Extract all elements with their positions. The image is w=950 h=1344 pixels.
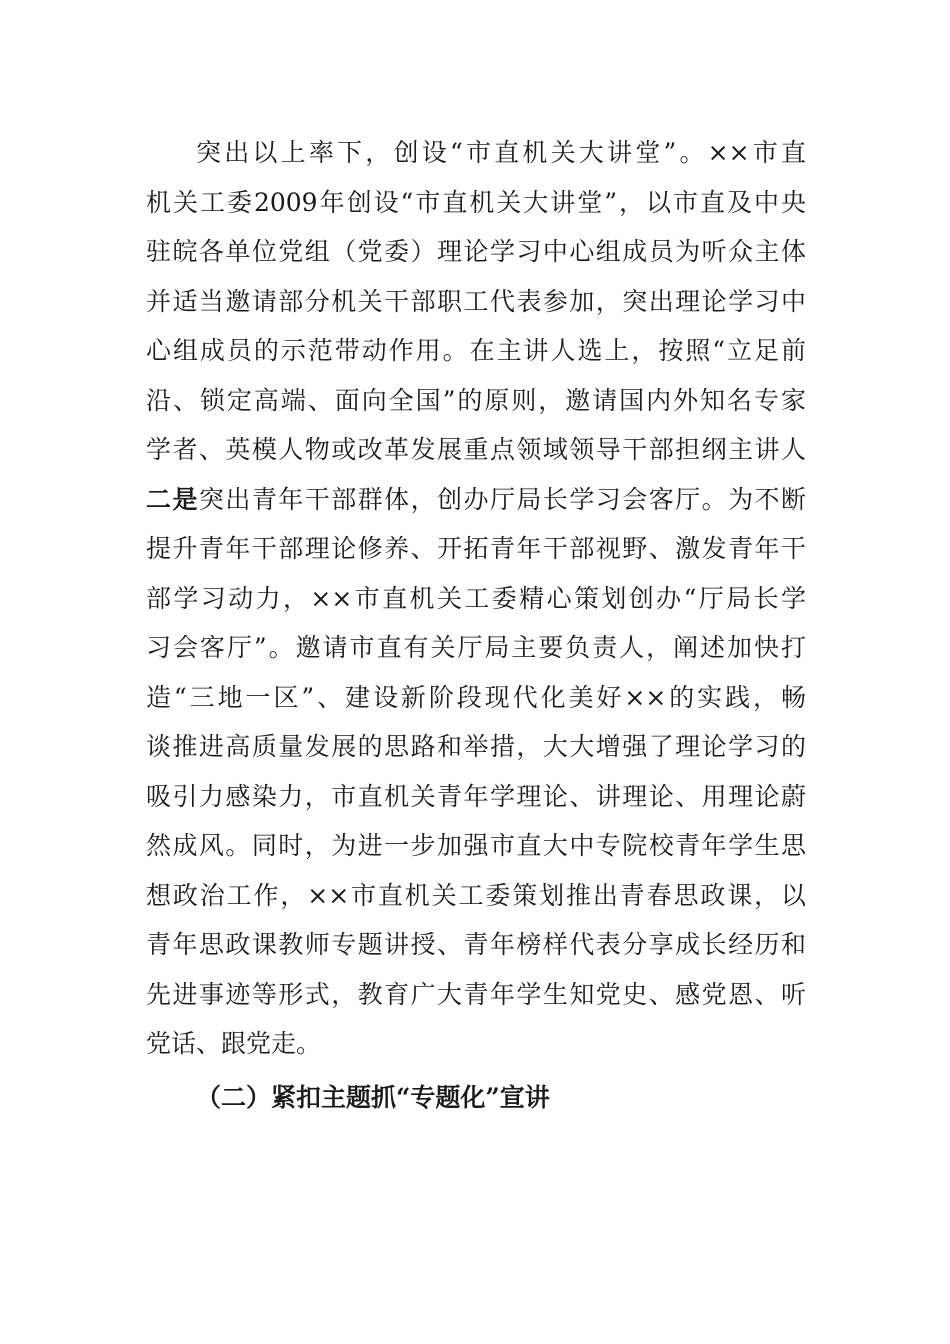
paragraph-line: 突出以上率下，创设“市直机关大讲堂”。××市直 [196,138,806,167]
section-heading: （二）紧扣主题抓“专题化”宣讲 [196,1083,550,1112]
paragraph-line: 吸引力感染力，市直机关青年学理论、讲理论、用理论蔚 [146,782,806,811]
paragraph-line: 然成风。同时，为进一步加强市直大中专院校青年学生思 [146,831,806,860]
paragraph-line: 习会客厅”。邀请市直有关厅局主要负责人，阐述加快打 [146,633,806,662]
paragraph-line: 驻皖各单位党组（党委）理论学习中心组成员为听众主体 [146,237,806,266]
paragraph-line: 机关工委2009年创设“市直机关大讲堂”，以市直及中央 [146,188,806,217]
paragraph-line: 学者、英模人物或改革发展重点领域领导干部担纲主讲人 [146,435,806,464]
paragraph-line: 心组成员的示范带动作用。在主讲人选上，按照“立足前 [146,336,806,365]
paragraph-line: 部学习动力，××市直机关工委精心策划创办“厅局长学 [146,584,806,613]
paragraph-line: 提升青年干部理论修养、开拓青年干部视野、激发青年干 [146,534,806,563]
lead-bold-text: 二是 [146,485,199,514]
paragraph-line: 并适当邀请部分机关干部职工代表参加，突出理论学习中 [146,287,806,316]
paragraph-line: 党话、跟党走。 [146,1029,322,1058]
paragraph-line: 造“三地一区”、建设新阶段现代化美好××的实践，畅 [146,683,806,712]
paragraph-line: 谈推进高质量发展的思路和举措，大大增强了理论学习的 [146,732,806,761]
paragraph-line: 想政治工作，××市直机关工委策划推出青春思政课，以 [146,881,806,910]
paragraph-line [146,480,806,520]
paragraph-line: 沿、锁定高端、面向全国”的原则，邀请国内外知名专家 [146,386,806,415]
paragraph-line-text: 突出青年干部群体，创办厅局长学习会客厅。为不断 [198,485,806,514]
paragraph-line: 先进事迹等形式，教育广大青年学生知党史、感党恩、听 [146,980,806,1009]
paragraph-line: 青年思政课教师专题讲授、青年榜样代表分享成长经历和 [146,930,806,959]
